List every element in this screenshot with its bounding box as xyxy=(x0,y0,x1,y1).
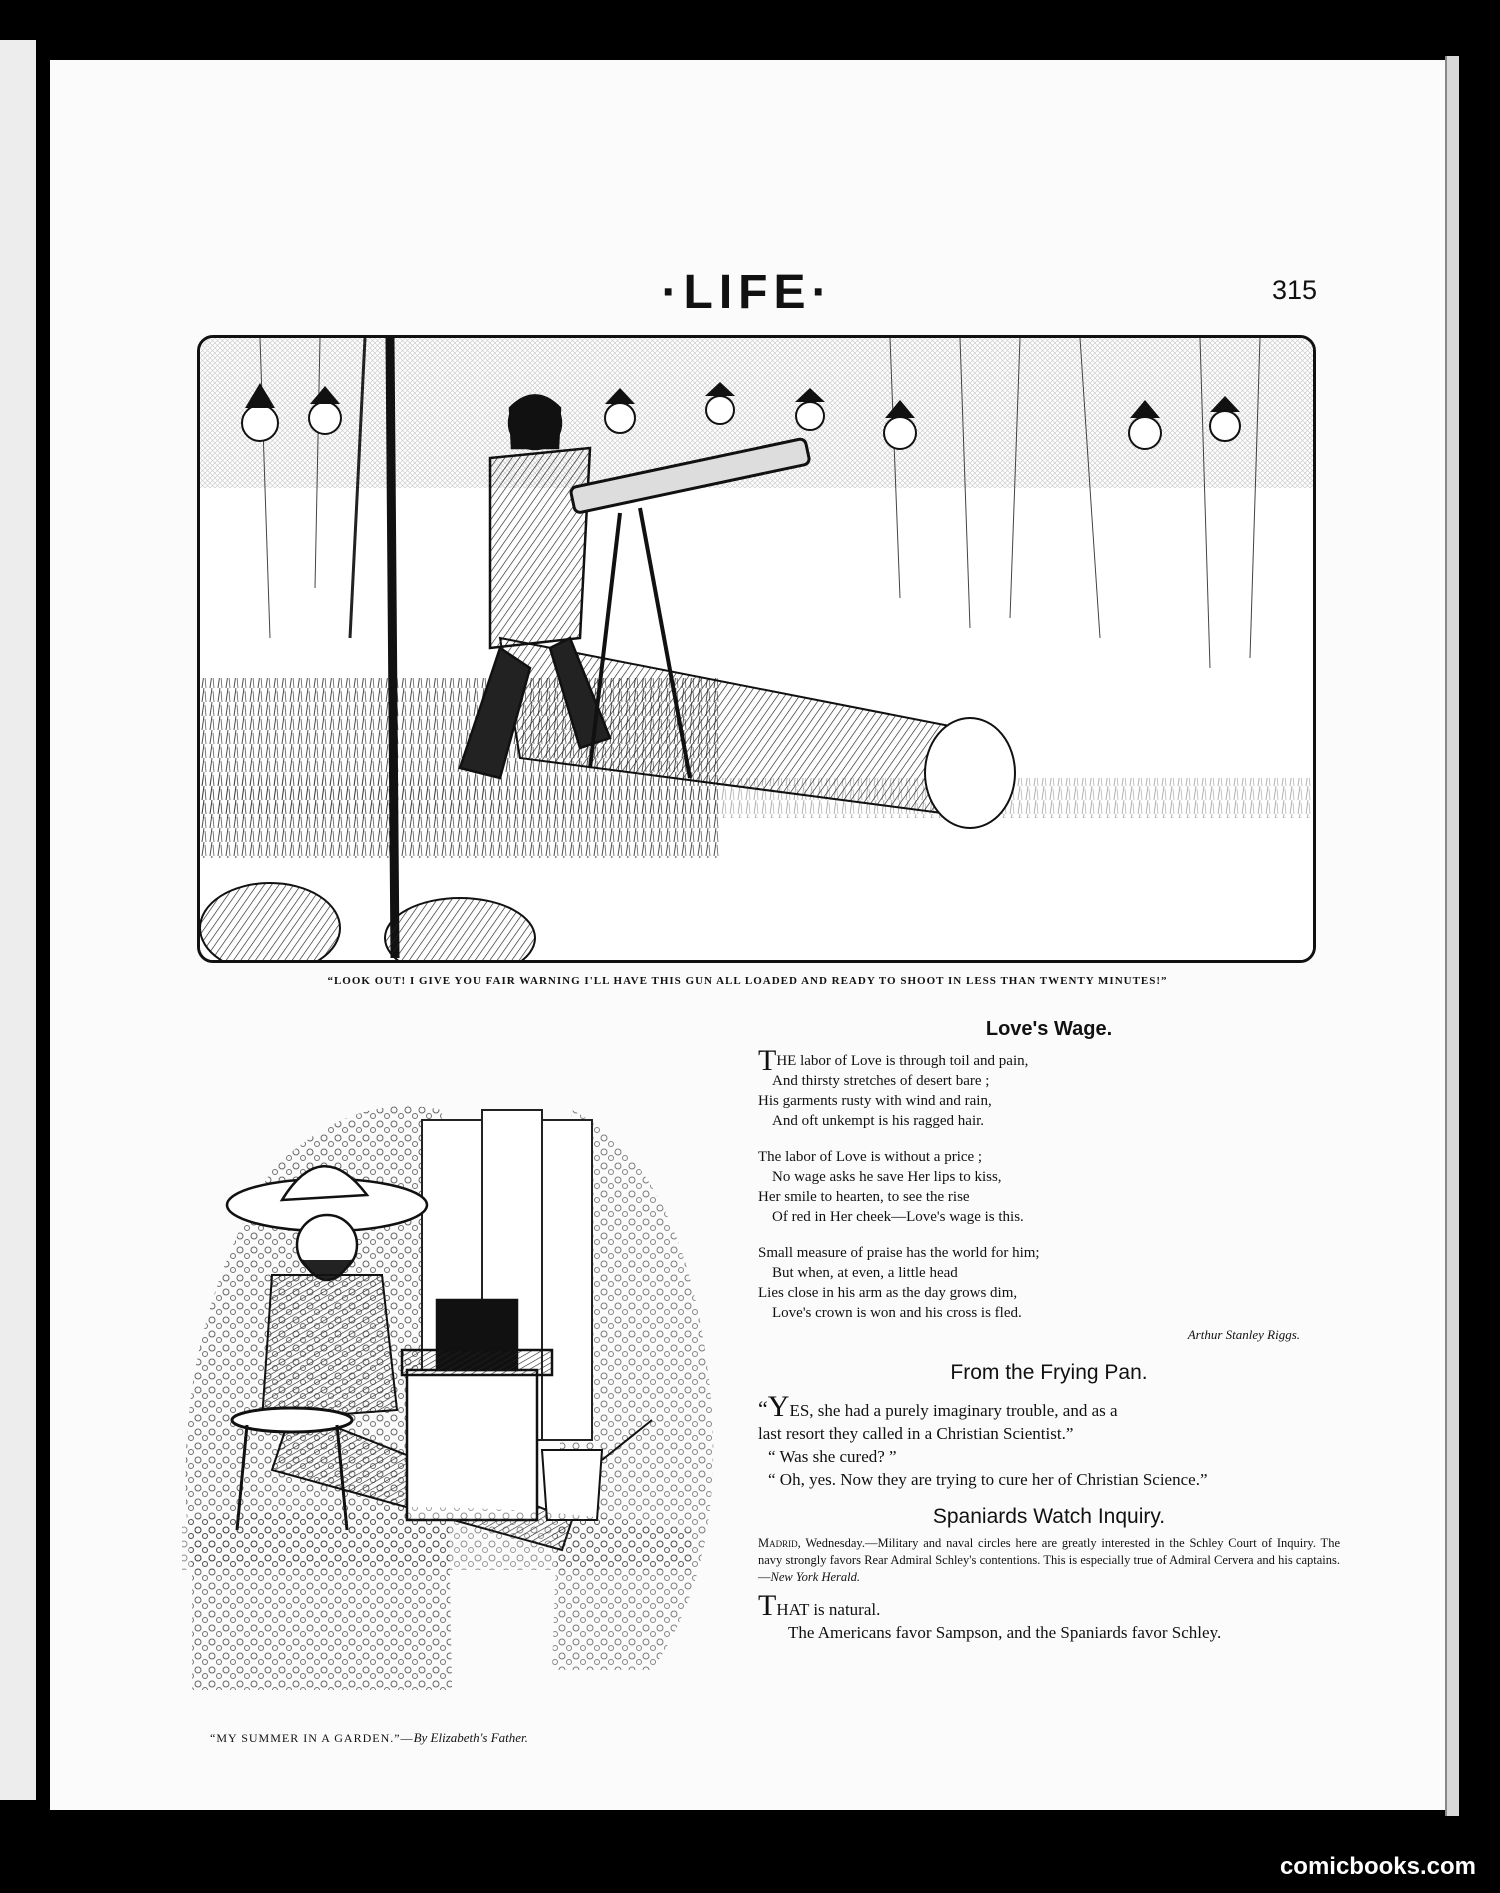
frying-pan-title: From the Frying Pan. xyxy=(950,1361,1148,1384)
settler-illustration-drawing xyxy=(200,338,1313,960)
poem-line: But when, at even, a little head xyxy=(772,1265,958,1281)
poem-stanza-1 xyxy=(758,1044,1340,1131)
poem-line: Love's crown is won and his cross is fled. xyxy=(772,1305,1022,1321)
poem-line: The labor of Love is without a price ; xyxy=(758,1149,983,1165)
poem-line: Small measure of praise has the world for him; xyxy=(758,1245,1040,1261)
bottom-caption-title: “MY SUMMER IN A GARDEN.”— xyxy=(210,1731,414,1745)
frying-pan-drop-cap: Y xyxy=(767,1390,790,1423)
frying-pan-line: “ Oh, yes. Now they are trying to cure her of Christian Science.” xyxy=(768,1470,1208,1489)
open-quote: “ xyxy=(758,1396,768,1421)
poem-line: No wage asks he save Her lips to kiss, xyxy=(772,1169,1002,1185)
poem-loves-wage xyxy=(758,1044,1340,1343)
frying-pan-line: last resort they called in a Christian Scientist.” xyxy=(758,1424,1074,1443)
watermark: comicbooks.com xyxy=(1279,1853,1476,1880)
frying-pan-article xyxy=(758,1390,1340,1491)
page-number: 315 xyxy=(1271,275,1317,305)
news-body: , Wednesday.—Military and naval circles here are greatly interested in the Schley Court of Inquiry. The navy strongly favors Rear Admiral Schley's contentions. This is especially true of Admiral Cervera and his captains.— xyxy=(758,1536,1340,1584)
poem-author: Arthur Stanley Riggs. xyxy=(1187,1327,1300,1342)
spaniards-drop-cap: T xyxy=(758,1589,777,1622)
bottom-illustration-caption xyxy=(210,1730,528,1746)
illustration-man-at-typewriter xyxy=(152,1050,732,1710)
frying-pan-line: ES, she had a purely imaginary trouble, and as a xyxy=(789,1401,1118,1420)
bottom-caption-credit: By Elizabeth's Father. xyxy=(413,1730,528,1745)
poem-stanza-3 xyxy=(758,1243,1340,1323)
magazine-page xyxy=(50,60,1445,1810)
poem-title: Love's Wage. xyxy=(985,1018,1113,1040)
news-dateline: Madrid xyxy=(758,1536,798,1550)
typewriter-illustration-drawing xyxy=(152,1050,732,1710)
text-column xyxy=(758,1018,1340,1644)
poem-line: And thirsty stretches of desert bare ; xyxy=(772,1073,990,1089)
poem-line: HE labor of Love is through toil and pain, xyxy=(776,1053,1029,1069)
page-binding-edge xyxy=(1445,56,1459,1816)
masthead-title: ·LIFE· xyxy=(661,266,834,319)
illustration-settler-with-gun xyxy=(197,335,1316,963)
spaniards-line: The Americans favor Sampson, and the Spaniards favor Schley. xyxy=(788,1623,1222,1642)
news-quote xyxy=(758,1535,1340,1586)
spaniards-line: HAT is natural. xyxy=(776,1600,881,1619)
adjacent-page-edge xyxy=(0,40,36,1800)
spaniards-title: Spaniards Watch Inquiry. xyxy=(932,1505,1166,1528)
poem-drop-cap: T xyxy=(758,1044,777,1077)
poem-line: Lies close in his arm as the day grows dim, xyxy=(758,1285,1018,1301)
top-illustration-caption: “LOOK OUT! I GIVE YOU FAIR WARNING I'LL HAVE THIS GUN ALL LOADED AND READY TO SHOOT IN LESS THAN TWENTY MINUTES!” xyxy=(327,975,1168,987)
poem-line: Her smile to hearten, to see the rise xyxy=(758,1189,970,1205)
poem-line: And oft unkempt is his ragged hair. xyxy=(772,1113,985,1129)
news-source: New York Herald. xyxy=(770,1570,860,1584)
spaniards-article xyxy=(758,1535,1340,1644)
poem-stanza-2 xyxy=(758,1147,1340,1227)
poem-line: Of red in Her cheek—Love's wage is this. xyxy=(772,1209,1024,1225)
poem-line: His garments rusty with wind and rain, xyxy=(758,1093,992,1109)
frying-pan-line: “ Was she cured? ” xyxy=(768,1447,897,1466)
